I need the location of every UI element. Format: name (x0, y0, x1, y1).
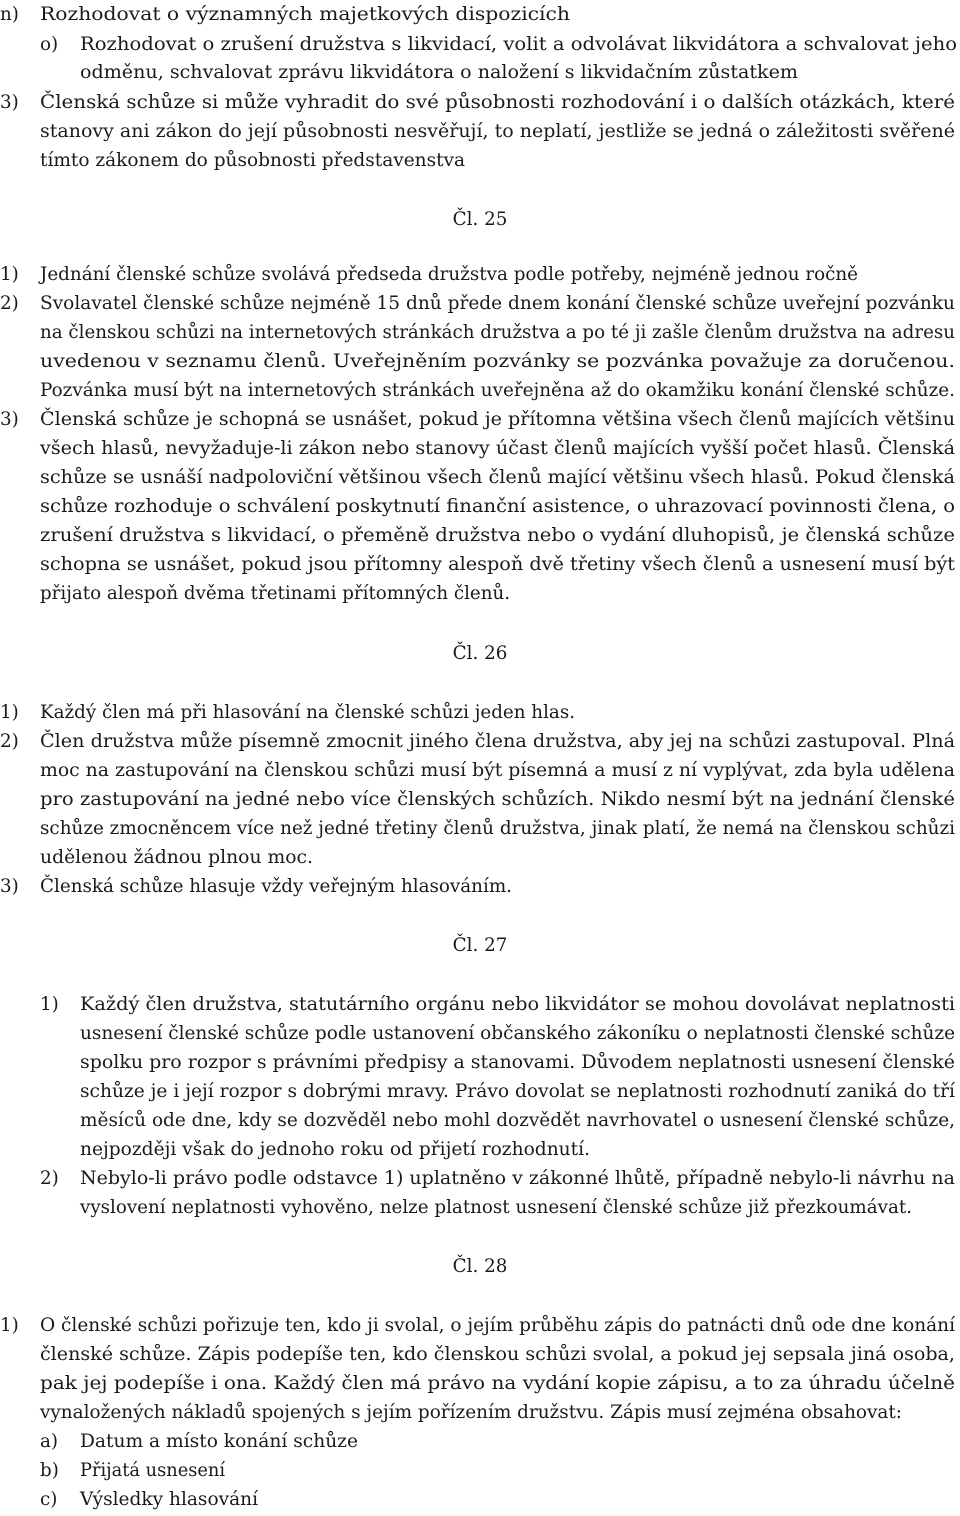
paragraph-text: přijato alespoň dvěma třetinami přítomných členů. (40, 583, 511, 604)
article-heading (0, 1252, 960, 1282)
paragraph-text: Každý člen má při hlasování na členské schůzi jeden hlas. (40, 702, 576, 723)
paragraph-text: Členská schůze je schopná se usnášet, pokud je přítomna většina všech členů majících většinu (40, 409, 956, 430)
text-line (0, 463, 960, 493)
text-line (0, 872, 960, 902)
paragraph-text: Členská schůze si může vyhradit do své působnosti rozhodování i o dalších otázkách, které (40, 92, 956, 113)
item-number: n) (0, 4, 19, 25)
text-line (0, 727, 960, 757)
paragraph-text: Výsledky hlasování (80, 1489, 259, 1510)
item-number: o) (40, 34, 59, 55)
text-line (0, 1311, 960, 1341)
article-heading-label: Čl. 27 (452, 935, 508, 956)
paragraph-text: pro zastupování na jedné nebo více členských schůzích. Nikdo nesmí být na jednání členské (40, 789, 956, 810)
item-number: 1) (0, 702, 19, 723)
text-line (0, 550, 960, 580)
paragraph-text: Datum a místo konání schůze (80, 1431, 359, 1452)
paragraph-text: nejpozději však do jednoho roku od přijetí rozhodnutí. (80, 1139, 591, 1160)
item-number: 2) (40, 1168, 59, 1189)
item-number: a) (40, 1431, 59, 1452)
item-number: 3) (0, 92, 19, 113)
text-line (0, 289, 960, 319)
paragraph-text: Rozhodovat o zrušení družstva s likvidací, volit a odvolávat likvidátora a schvalovat jeho (80, 34, 958, 55)
paragraph-text: moc na zastupování na členskou schůzi musí být písemná a musí z ní vyplývat, zda byla udělena (40, 760, 956, 781)
item-number: 2) (0, 731, 19, 752)
text-line (0, 756, 960, 786)
text-line (0, 1135, 960, 1165)
item-number: 3) (0, 409, 19, 430)
paragraph-text: schůze se usnáší nadpoloviční většinou všech členů mající většinu všech hlasů. Pokud členská (40, 467, 956, 488)
text-line (0, 1398, 960, 1428)
text-line (0, 1193, 960, 1223)
text-line (0, 1456, 960, 1486)
paragraph-text: vynaložených nákladů spojených s jejím pořízením družstvu. Zápis musí zejména obsahovat: (40, 1402, 903, 1423)
text-line (0, 1485, 960, 1515)
paragraph-text: Pozvánka musí být na internetových stránkách uveřejněna až do okamžiku konání členské schůze. (40, 380, 956, 401)
text-line (0, 0, 960, 30)
text-line (0, 1369, 960, 1399)
item-number: b) (40, 1460, 59, 1481)
paragraph-text: udělenou žádnou plnou moc. (40, 847, 314, 868)
text-line (0, 492, 960, 522)
paragraph-text: členské schůze. Zápis podepíše ten, kdo členskou schůzi svolal, a pokud jej sepsala jiná osoba, (40, 1344, 956, 1365)
text-line (0, 434, 960, 464)
text-line (0, 1340, 960, 1370)
paragraph-text: schůze je i její rozpor s dobrými mravy. Právo dovolat se neplatnosti rozhodnutí zaniká do tří (80, 1081, 956, 1102)
text-line (0, 1106, 960, 1136)
article-heading (0, 639, 960, 669)
paragraph-text: Svolavatel členské schůze nejméně 15 dnů přede dnem konání členské schůze uveřejní pozvánku (40, 293, 956, 314)
text-line (0, 318, 960, 348)
paragraph-text: O členské schůzi pořizuje ten, kdo ji svolal, o jejím průběhu zápis do patnácti dnů ode dne konání (40, 1315, 956, 1336)
paragraph-text: vyslovení neplatnosti vyhověno, nelze platnost usnesení členské schůze již přezkoumávat. (80, 1197, 913, 1218)
text-line (0, 990, 960, 1020)
text-line (0, 347, 960, 377)
paragraph-text: Jednání členské schůze svolává předseda družstva podle potřeby, nejméně jednou ročně (40, 264, 859, 285)
text-line (0, 146, 960, 176)
item-number: 2) (0, 293, 19, 314)
text-line (0, 521, 960, 551)
text-line (0, 698, 960, 728)
article-heading-label: Čl. 25 (452, 209, 508, 230)
text-line (0, 1048, 960, 1078)
paragraph-text: odměnu, schvalovat zprávu likvidátora o naložení s likvidačním zůstatkem (80, 62, 799, 83)
text-line (0, 1427, 960, 1457)
text-line (0, 30, 960, 60)
paragraph-text: Přijatá usnesení (80, 1460, 226, 1481)
article-heading (0, 931, 960, 961)
text-line (0, 88, 960, 118)
paragraph-text: schopna se usnášet, pokud jsou přítomny alespoň dvě třetiny všech členů a usnesení musí být (40, 554, 956, 575)
paragraph-text: Členská schůze hlasuje vždy veřejným hlasováním. (40, 876, 513, 897)
item-number: c) (40, 1489, 58, 1510)
text-line (0, 58, 960, 88)
paragraph-text: měsíců ode dne, kdy se dozvěděl nebo mohl dozvědět navrhovatel o usnesení členské schůze, (80, 1110, 956, 1131)
text-line (0, 405, 960, 435)
paragraph-text: Každý člen družstva, statutárního orgánu nebo likvidátor se mohou dovolávat neplatnosti (80, 994, 956, 1015)
item-number: 1) (0, 264, 19, 285)
article-heading-label: Čl. 28 (452, 1256, 508, 1277)
paragraph-text: zrušení družstva s likvidací, o přeměně družstva nebo o vydání dluhopisů, je členská schůze (40, 525, 956, 546)
paragraph-text: stanovy ani zákon do její působnosti nesvěřují, to neplatí, jestliže se jedná o záležitosti svěřené (40, 121, 956, 142)
item-number: 1) (40, 994, 59, 1015)
text-line (0, 814, 960, 844)
text-line (0, 785, 960, 815)
paragraph-text: na členskou schůzi na internetových stránkách družstva a po té ji zašle členům družstva na adresu (40, 322, 956, 343)
paragraph-text: uvedenou v seznamu členů. Uveřejněním pozvánky se pozvánka považuje za doručenou. (40, 351, 956, 372)
text-line (0, 117, 960, 147)
paragraph-text: pak jej podepíše i ona. Každý člen má právo na vydání kopie zápisu, a to za úhradu účelně (40, 1373, 956, 1394)
text-line (0, 1077, 960, 1107)
text-line (0, 579, 960, 609)
text-line (0, 1164, 960, 1194)
text-line (0, 1019, 960, 1049)
paragraph-text: schůze zmocněncem více než jedné třetiny členů družstva, jinak platí, že nemá na členskou schůzi (40, 818, 956, 839)
paragraph-text: Člen družstva může písemně zmocnit jiného člena družstva, aby jej na schůzi zastupoval. Plná (40, 731, 956, 752)
paragraph-text: schůze rozhoduje o schválení poskytnutí finanční asistence, o uhrazovací povinnosti člena, o (40, 496, 956, 517)
paragraph-text: spolku pro rozpor s právními předpisy a stanovami. Důvodem neplatnosti usnesení členské (80, 1052, 956, 1073)
item-number: 3) (0, 876, 19, 897)
paragraph-text: tímto zákonem do působnosti představenstva (40, 150, 466, 171)
paragraph-text: Rozhodovat o významných majetkových dispozicích (40, 4, 571, 25)
text-line (0, 843, 960, 873)
text-line (0, 260, 960, 290)
item-number: 1) (0, 1315, 19, 1336)
paragraph-text: usnesení členské schůze podle ustanovení občanského zákoníku o neplatnosti členské schůze (80, 1023, 956, 1044)
paragraph-text: Nebylo-li právo podle odstavce 1) uplatněno v zákonné lhůtě, případně nebylo-li návrhu na (80, 1168, 956, 1189)
text-line (0, 376, 960, 406)
article-heading-label: Čl. 26 (452, 643, 508, 664)
paragraph-text: všech hlasů, nevyžaduje-li zákon nebo stanovy účast členů majících vyšší počet hlasů. Členská (40, 438, 956, 459)
article-heading (0, 205, 960, 235)
